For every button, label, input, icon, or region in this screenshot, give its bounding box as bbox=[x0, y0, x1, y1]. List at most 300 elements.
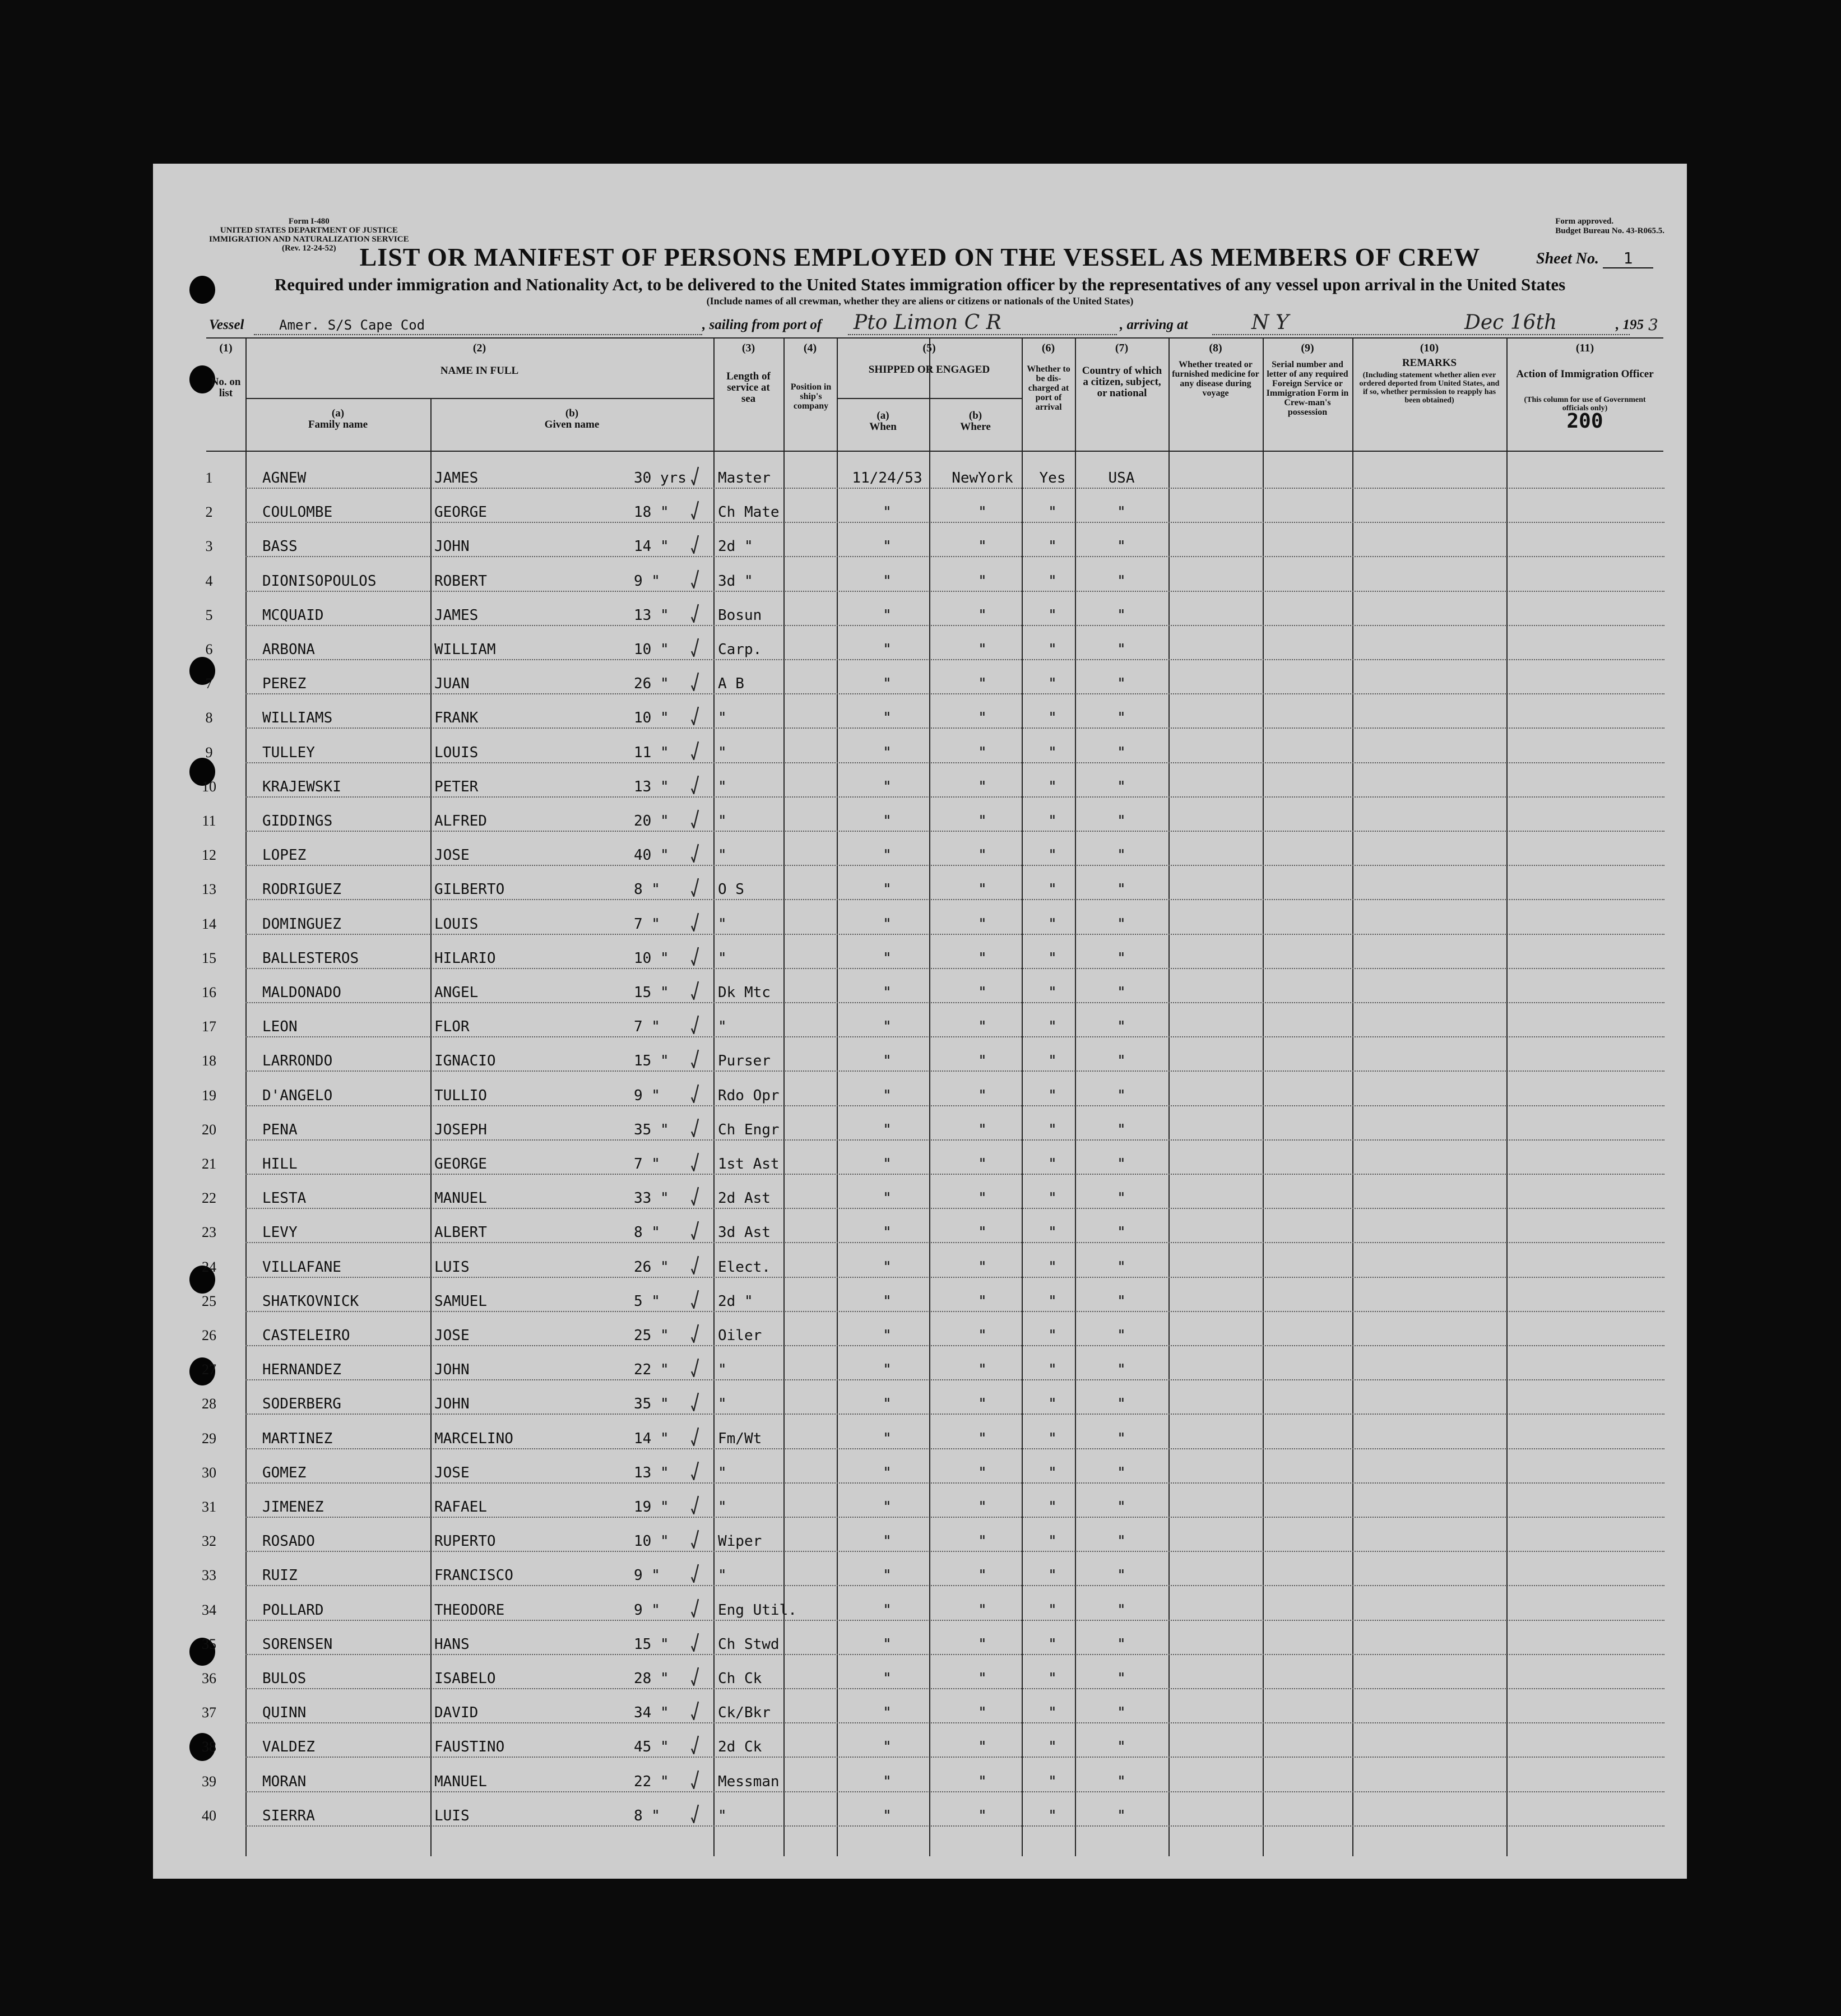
row-number: 6 bbox=[205, 641, 213, 657]
table-row bbox=[153, 1456, 1687, 1489]
country-value: " bbox=[1117, 1567, 1126, 1584]
table-row bbox=[153, 1764, 1687, 1798]
shipped-where: " bbox=[978, 710, 987, 727]
position: " bbox=[718, 1499, 727, 1516]
col-number: (4) bbox=[803, 342, 817, 354]
form-number: Form I-480 bbox=[288, 217, 330, 226]
table-row bbox=[153, 461, 1687, 494]
when-label: When bbox=[869, 421, 897, 433]
given-name: HANS bbox=[434, 1635, 470, 1653]
service-length: 18 " bbox=[634, 504, 669, 521]
position: " bbox=[718, 1396, 727, 1413]
shipped-where: " bbox=[978, 1258, 987, 1276]
given-name: JOHN bbox=[434, 538, 470, 555]
family-name: PENA bbox=[262, 1121, 298, 1138]
table-row bbox=[153, 1730, 1687, 1763]
when-letter: (a) bbox=[877, 410, 889, 421]
row-number: 29 bbox=[202, 1430, 216, 1447]
check-mark-icon bbox=[691, 741, 699, 760]
shipped-when: " bbox=[883, 504, 892, 521]
shipped-when: " bbox=[883, 1464, 892, 1481]
country-value: " bbox=[1117, 1533, 1126, 1550]
shipped-when: " bbox=[883, 710, 892, 727]
row-number: 1 bbox=[205, 470, 213, 486]
position: 2d " bbox=[718, 538, 753, 555]
check-mark-icon bbox=[691, 1290, 699, 1309]
table-row bbox=[153, 1318, 1687, 1352]
service-name: IMMIGRATION AND NATURALIZATION SERVICE bbox=[209, 235, 409, 244]
col-header-family bbox=[245, 408, 430, 430]
given-name: HILARIO bbox=[434, 949, 496, 967]
col-number: (5) bbox=[922, 342, 936, 354]
page-title: LIST OR MANIFEST OF PERSONS EMPLOYED ON THE VESSEL AS MEMBERS OF CREW bbox=[359, 243, 1481, 271]
given-name: DAVID bbox=[434, 1704, 479, 1722]
col-number: (9) bbox=[1301, 342, 1314, 354]
position: Elect. bbox=[718, 1258, 771, 1276]
given-name: GILBERTO bbox=[434, 881, 505, 898]
given-name: ISABELO bbox=[434, 1670, 496, 1687]
col-header-treated: Whether treated or furnished medicine for any disease during voyage bbox=[1172, 360, 1259, 398]
check-mark-icon bbox=[691, 672, 699, 691]
required-statement: Required under immigration and Nationality Act, to be delivered to the United States immigration officer by the representatives of any vessel upon arrival in the United States bbox=[274, 275, 1566, 294]
check-mark-icon bbox=[691, 1598, 699, 1618]
country-value: " bbox=[1117, 1156, 1126, 1172]
check-mark-icon bbox=[691, 1701, 699, 1720]
family-name: SHATKOVNICK bbox=[262, 1292, 359, 1310]
discharged-value: " bbox=[1048, 1224, 1057, 1241]
shipped-when: " bbox=[883, 1670, 892, 1687]
country-value: " bbox=[1117, 744, 1126, 761]
shipped-when: " bbox=[883, 641, 892, 658]
given-name: JOSEPH bbox=[434, 1121, 487, 1138]
service-length: 15 " bbox=[634, 1635, 669, 1653]
service-length: 10 " bbox=[634, 710, 669, 727]
arriving-port-value: N Y bbox=[1251, 311, 1289, 334]
shipped-where: " bbox=[978, 915, 987, 933]
shipped-when: " bbox=[883, 538, 892, 555]
family-name: VILLAFANE bbox=[262, 1258, 341, 1276]
check-mark-icon bbox=[691, 638, 699, 657]
country-value: " bbox=[1117, 1635, 1126, 1653]
given-name: JOHN bbox=[434, 1396, 470, 1413]
position: " bbox=[718, 1018, 727, 1036]
family-name: ARBONA bbox=[262, 641, 315, 658]
country-value: " bbox=[1117, 1739, 1126, 1756]
row-number: 11 bbox=[202, 813, 216, 829]
sheet-number-label: Sheet No. bbox=[1536, 250, 1599, 267]
given-name: ALFRED bbox=[434, 813, 487, 829]
shipped-when: " bbox=[883, 1807, 892, 1824]
shipped-where: " bbox=[978, 984, 987, 1001]
col-number: (8) bbox=[1209, 342, 1222, 354]
country-value: " bbox=[1117, 1430, 1126, 1447]
row-number: 7 bbox=[205, 675, 213, 692]
country-value: " bbox=[1117, 847, 1126, 864]
check-mark-icon bbox=[691, 1015, 699, 1034]
discharged-value: " bbox=[1048, 1773, 1057, 1790]
position: Oiler bbox=[718, 1327, 762, 1344]
given-name: GEORGE bbox=[434, 1156, 487, 1172]
country-value: " bbox=[1117, 1773, 1126, 1790]
family-name: QUINN bbox=[262, 1704, 307, 1722]
check-mark-icon bbox=[691, 809, 699, 828]
shipped-when: " bbox=[883, 1396, 892, 1413]
country-value: " bbox=[1117, 606, 1126, 624]
country-value: " bbox=[1117, 778, 1126, 795]
shipped-where: " bbox=[978, 1121, 987, 1138]
shipped-where: " bbox=[978, 1156, 987, 1172]
shipped-when: " bbox=[883, 675, 892, 693]
check-mark-icon bbox=[691, 1221, 699, 1240]
shipped-when: " bbox=[883, 1739, 892, 1756]
country-value: " bbox=[1117, 915, 1126, 933]
discharged-value: " bbox=[1048, 778, 1057, 795]
service-length: 33 " bbox=[634, 1190, 669, 1207]
table-row bbox=[153, 529, 1687, 563]
given-name: MANUEL bbox=[434, 1190, 487, 1207]
shipped-where: " bbox=[978, 1361, 987, 1379]
shipped-where: " bbox=[978, 778, 987, 795]
service-length: 9 " bbox=[634, 1087, 660, 1104]
discharged-value: " bbox=[1048, 1704, 1057, 1722]
discharged-value: " bbox=[1048, 915, 1057, 933]
service-length: 20 " bbox=[634, 813, 669, 829]
given-name: LOUIS bbox=[434, 915, 479, 933]
col-header-no: No. on list bbox=[211, 376, 241, 399]
discharged-value: " bbox=[1048, 1018, 1057, 1036]
service-length: 26 " bbox=[634, 1258, 669, 1276]
check-mark-icon bbox=[691, 844, 699, 863]
given-name: WILLIAM bbox=[434, 641, 496, 658]
discharged-value: " bbox=[1048, 813, 1057, 829]
country-value: " bbox=[1117, 881, 1126, 898]
check-mark-icon bbox=[691, 947, 699, 966]
family-name: RODRIGUEZ bbox=[262, 881, 341, 898]
country-value: " bbox=[1117, 504, 1126, 521]
include-statement: (Include names of all crewman, whether they are aliens or citizens or nationals of the United States) bbox=[706, 295, 1134, 307]
shipped-when: " bbox=[883, 1087, 892, 1104]
service-length: 11 " bbox=[634, 744, 669, 761]
given-name: JAMES bbox=[434, 606, 479, 624]
country-value: USA bbox=[1108, 470, 1135, 486]
col-number: (11) bbox=[1575, 342, 1594, 354]
check-mark-icon bbox=[691, 1735, 699, 1754]
table-row bbox=[153, 1250, 1687, 1283]
col-number: (2) bbox=[472, 342, 486, 354]
check-mark-icon bbox=[691, 706, 699, 725]
service-length: 25 " bbox=[634, 1327, 669, 1344]
service-length: 8 " bbox=[634, 1224, 660, 1241]
shipped-where: " bbox=[978, 1053, 987, 1070]
check-mark-icon bbox=[691, 604, 699, 623]
shipped-where: " bbox=[978, 1018, 987, 1036]
shipped-where: " bbox=[978, 1635, 987, 1653]
position: Fm/Wt bbox=[718, 1430, 762, 1447]
position: O S bbox=[718, 881, 744, 898]
discharged-value: " bbox=[1048, 504, 1057, 521]
shipped-where: " bbox=[978, 744, 987, 761]
position: Carp. bbox=[718, 641, 762, 658]
country-value: " bbox=[1117, 1190, 1126, 1207]
budget-bureau-number: Budget Bureau No. 43-R065.5. bbox=[1555, 226, 1664, 235]
table-row bbox=[153, 838, 1687, 872]
shipped-when: " bbox=[883, 1327, 892, 1344]
row-number: 34 bbox=[202, 1601, 216, 1618]
row-number: 36 bbox=[202, 1670, 216, 1686]
service-length: 9 " bbox=[634, 572, 660, 590]
row-number: 39 bbox=[202, 1773, 216, 1790]
check-mark-icon bbox=[691, 1187, 699, 1206]
family-name: KRAJEWSKI bbox=[262, 778, 341, 795]
country-value: " bbox=[1117, 1292, 1126, 1310]
vessel-label: Vessel bbox=[209, 317, 244, 332]
family-name: WILLIAMS bbox=[262, 710, 333, 727]
given-name: FLOR bbox=[434, 1018, 470, 1036]
table-row bbox=[153, 1695, 1687, 1729]
row-number: 13 bbox=[202, 881, 216, 898]
service-length: 7 " bbox=[634, 1018, 660, 1036]
shipped-when: 11/24/53 bbox=[852, 470, 922, 486]
table-row bbox=[153, 907, 1687, 940]
service-length: 8 " bbox=[634, 881, 660, 898]
shipped-when: " bbox=[883, 778, 892, 795]
discharged-value: " bbox=[1048, 1601, 1057, 1619]
given-name: PETER bbox=[434, 778, 479, 795]
col-header-when bbox=[837, 410, 929, 433]
discharged-value: " bbox=[1048, 606, 1057, 624]
check-mark-icon bbox=[691, 1049, 699, 1068]
row-number: 3 bbox=[205, 538, 213, 555]
position: Rdo Opr bbox=[718, 1087, 780, 1104]
table-row bbox=[153, 1215, 1687, 1249]
table-row bbox=[153, 1078, 1687, 1112]
shipped-when: " bbox=[883, 1361, 892, 1379]
shipped-where: " bbox=[978, 949, 987, 967]
given-name: RAFAEL bbox=[434, 1499, 487, 1516]
shipped-where: " bbox=[978, 1773, 987, 1790]
check-mark-icon bbox=[691, 1667, 699, 1686]
service-length: 30 yrs bbox=[634, 470, 687, 486]
check-mark-icon bbox=[691, 1392, 699, 1411]
row-number: 2 bbox=[205, 504, 213, 521]
row-number: 25 bbox=[202, 1292, 216, 1309]
discharged-value: " bbox=[1048, 1292, 1057, 1310]
discharged-value: " bbox=[1048, 1361, 1057, 1379]
service-length: 9 " bbox=[634, 1567, 660, 1584]
position: " bbox=[718, 813, 727, 829]
shipped-where: " bbox=[978, 1190, 987, 1207]
family-name: DOMINGUEZ bbox=[262, 915, 341, 933]
col-number: (6) bbox=[1041, 342, 1055, 354]
country-value: " bbox=[1117, 710, 1126, 727]
col-number: (10) bbox=[1420, 342, 1439, 354]
shipped-where: " bbox=[978, 1739, 987, 1756]
country-value: " bbox=[1117, 1121, 1126, 1138]
position: 2d " bbox=[718, 1292, 753, 1310]
shipped-where: " bbox=[978, 1464, 987, 1481]
row-number: 5 bbox=[205, 606, 213, 623]
service-length: 10 " bbox=[634, 1533, 669, 1550]
shipped-where: " bbox=[978, 1087, 987, 1104]
country-value: " bbox=[1117, 572, 1126, 590]
shipped-when: " bbox=[883, 1567, 892, 1584]
row-number: 12 bbox=[202, 847, 216, 864]
check-mark-icon bbox=[691, 466, 699, 485]
row-number: 30 bbox=[202, 1464, 216, 1481]
form-approved-text: Form approved. bbox=[1555, 217, 1614, 226]
position: " bbox=[718, 915, 727, 933]
shipped-when: " bbox=[883, 813, 892, 829]
vessel-value: Amer. S/S Cape Cod bbox=[279, 317, 425, 333]
family-name: MALDONADO bbox=[262, 984, 341, 1001]
shipped-where: " bbox=[978, 1807, 987, 1824]
shipped-when: " bbox=[883, 1533, 892, 1550]
shipped-where: " bbox=[978, 641, 987, 658]
col-header-position: Position in ship's company bbox=[790, 382, 832, 411]
table-row bbox=[153, 1421, 1687, 1455]
country-value: " bbox=[1117, 538, 1126, 555]
given-name: RUPERTO bbox=[434, 1533, 496, 1550]
row-number: 38 bbox=[202, 1739, 216, 1755]
row-number: 37 bbox=[202, 1704, 216, 1721]
given-name: SAMUEL bbox=[434, 1292, 487, 1310]
family-name: LEON bbox=[262, 1018, 298, 1036]
manifest-sheet bbox=[153, 164, 1687, 1879]
table-row bbox=[153, 1147, 1687, 1180]
service-length: 22 " bbox=[634, 1361, 669, 1379]
discharged-value: " bbox=[1048, 641, 1057, 658]
service-length: 14 " bbox=[634, 538, 669, 555]
position: Purser bbox=[718, 1053, 771, 1070]
table-row bbox=[153, 770, 1687, 803]
family-name: BALLESTEROS bbox=[262, 949, 359, 967]
country-value: " bbox=[1117, 1807, 1126, 1824]
shipped-where: " bbox=[978, 538, 987, 555]
discharged-value: " bbox=[1048, 1739, 1057, 1756]
position: " bbox=[718, 847, 727, 864]
country-value: " bbox=[1117, 1601, 1126, 1619]
table-row bbox=[153, 975, 1687, 1009]
shipped-when: " bbox=[883, 1292, 892, 1310]
table-row bbox=[153, 735, 1687, 769]
table-row bbox=[153, 941, 1687, 975]
row-number: 18 bbox=[202, 1053, 216, 1069]
position: Eng Util. bbox=[718, 1601, 797, 1619]
shipped-where: " bbox=[978, 1292, 987, 1310]
row-number: 15 bbox=[202, 949, 216, 966]
sailing-port-value: Pto Limon C R bbox=[854, 311, 1001, 334]
check-mark-icon bbox=[691, 1495, 699, 1514]
family-name: MCQUAID bbox=[262, 606, 324, 624]
year-value: 3 bbox=[1648, 316, 1658, 334]
shipped-when: " bbox=[883, 847, 892, 864]
shipped-where: " bbox=[978, 813, 987, 829]
given-name: MANUEL bbox=[434, 1773, 487, 1790]
check-mark-icon bbox=[691, 1324, 699, 1343]
shipped-where: " bbox=[978, 1601, 987, 1619]
shipped-where: " bbox=[978, 1704, 987, 1722]
row-number: 40 bbox=[202, 1807, 216, 1824]
shipped-when: " bbox=[883, 1430, 892, 1447]
discharged-value: " bbox=[1048, 1121, 1057, 1138]
discharged-value: " bbox=[1048, 1258, 1057, 1276]
given-name: FRANK bbox=[434, 710, 479, 727]
discharged-value: " bbox=[1048, 1087, 1057, 1104]
row-number: 23 bbox=[202, 1224, 216, 1241]
position: 1st Ast bbox=[718, 1156, 780, 1172]
position: A B bbox=[718, 675, 744, 693]
discharged-value: " bbox=[1048, 1327, 1057, 1344]
position: Ch Stwd bbox=[718, 1635, 780, 1653]
country-value: " bbox=[1117, 1361, 1126, 1379]
revision-date: (Rev. 12-24-52) bbox=[281, 244, 336, 253]
shipped-where: " bbox=[978, 504, 987, 521]
row-number: 27 bbox=[202, 1361, 216, 1378]
discharged-value: " bbox=[1048, 1670, 1057, 1687]
where-label: Where bbox=[960, 421, 991, 433]
row-number: 19 bbox=[202, 1087, 216, 1104]
discharged-value: " bbox=[1048, 1807, 1057, 1824]
check-mark-icon bbox=[691, 1804, 699, 1823]
country-value: " bbox=[1117, 813, 1126, 829]
position: 3d " bbox=[718, 572, 753, 590]
row-number: 17 bbox=[202, 1018, 216, 1035]
country-value: " bbox=[1117, 1670, 1126, 1687]
given-name: ALBERT bbox=[434, 1224, 487, 1241]
country-value: " bbox=[1117, 1087, 1126, 1104]
position: " bbox=[718, 710, 727, 727]
row-number: 20 bbox=[202, 1121, 216, 1138]
family-name: VALDEZ bbox=[262, 1739, 315, 1756]
given-name: JOHN bbox=[434, 1361, 470, 1379]
table-row bbox=[153, 1387, 1687, 1420]
col-header-length: Length of service at sea bbox=[726, 370, 771, 405]
family-name: SORENSEN bbox=[262, 1635, 333, 1653]
discharged-value: " bbox=[1048, 881, 1057, 898]
family-name: GOMEZ bbox=[262, 1464, 307, 1481]
year-prefix: , 195 bbox=[1616, 317, 1644, 332]
country-value: " bbox=[1117, 949, 1126, 967]
service-length: 7 " bbox=[634, 915, 660, 933]
check-mark-icon bbox=[691, 1770, 699, 1789]
service-length: 45 " bbox=[634, 1739, 669, 1756]
check-mark-icon bbox=[691, 1118, 699, 1137]
shipped-when: " bbox=[883, 1018, 892, 1036]
service-length: 8 " bbox=[634, 1807, 660, 1824]
family-name: BASS bbox=[262, 538, 298, 555]
family-name: AGNEW bbox=[262, 470, 307, 486]
discharged-value: " bbox=[1048, 984, 1057, 1001]
family-name: LOPEZ bbox=[262, 847, 307, 864]
shipped-where: " bbox=[978, 1327, 987, 1344]
table-row bbox=[153, 598, 1687, 632]
discharged-value: " bbox=[1048, 1464, 1057, 1481]
given-name: JOSE bbox=[434, 847, 470, 864]
position: " bbox=[718, 1807, 727, 1824]
row-number: 22 bbox=[202, 1190, 216, 1207]
table-row bbox=[153, 872, 1687, 906]
family-name: ROSADO bbox=[262, 1533, 315, 1550]
row-number: 9 bbox=[205, 744, 213, 761]
table-row bbox=[153, 1799, 1687, 1832]
sailing-label: , sailing from port of bbox=[702, 317, 822, 332]
shipped-where: " bbox=[978, 1499, 987, 1516]
country-value: " bbox=[1117, 1053, 1126, 1070]
check-mark-icon bbox=[691, 981, 699, 1000]
given-name: ROBERT bbox=[434, 572, 487, 590]
table-row bbox=[153, 1352, 1687, 1386]
given-name: LOUIS bbox=[434, 744, 479, 761]
